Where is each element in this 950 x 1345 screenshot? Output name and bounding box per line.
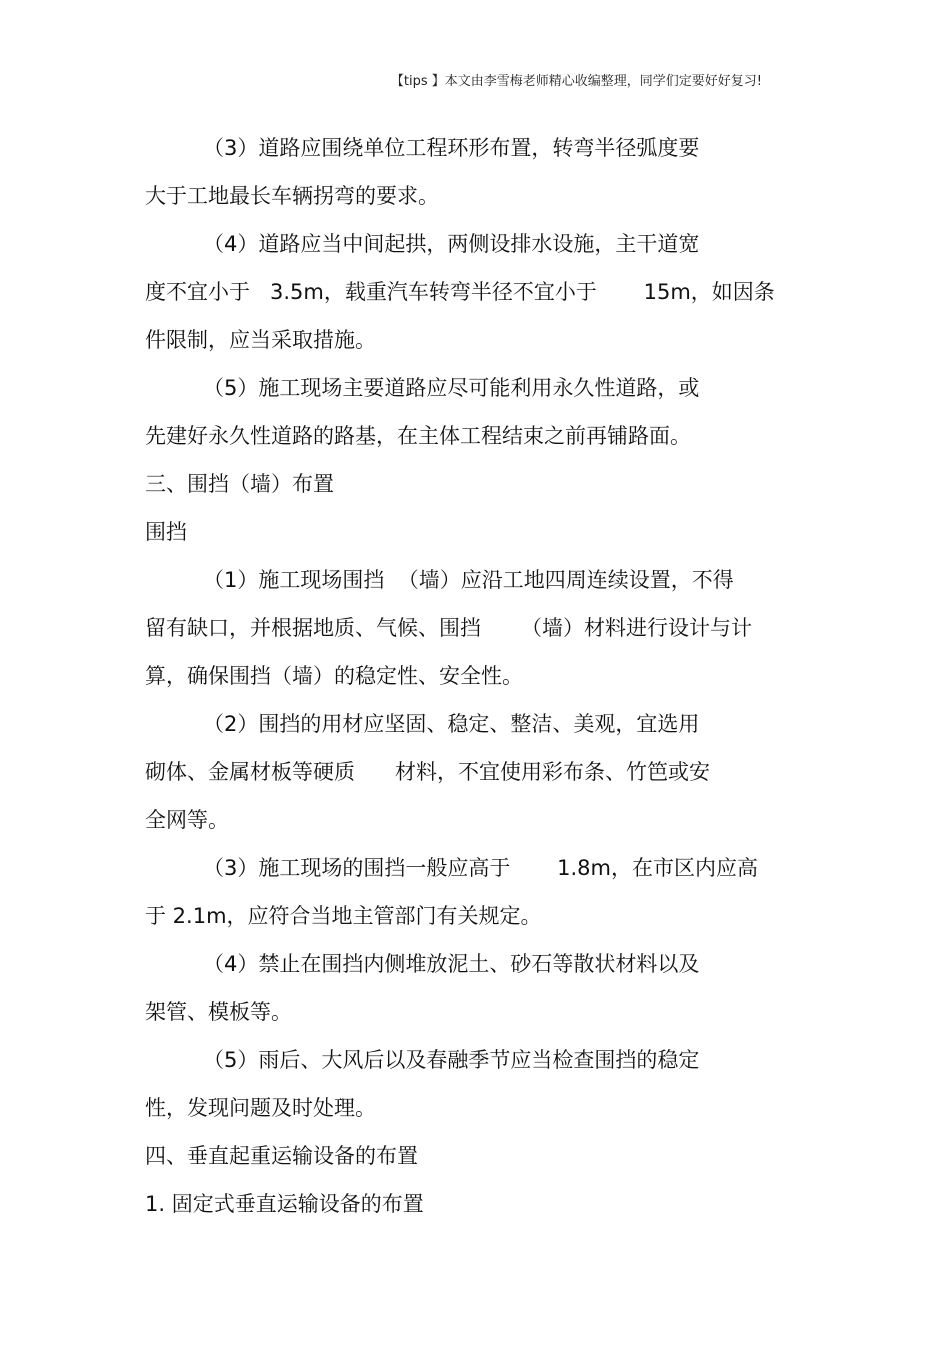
text-line: （1）施工现场围挡 （墙）应沿工地四周连续设置，不得 <box>203 568 734 592</box>
text-line: （4）道路应当中间起拱，两侧设排水设施，主干道宽 <box>203 232 700 256</box>
tips-header: 【tips 】本文由李雪梅老师精心收编整理，同学们定要好好复习! <box>390 74 762 89</box>
text-line: 算，确保围挡（墙）的稳定性、安全性。 <box>145 664 523 688</box>
text-line: 架管、模板等。 <box>145 1000 292 1024</box>
text-line: （3）施工现场的围挡一般应高于 1.8m，在市区内应高 <box>203 856 758 880</box>
text-line: 先建好永久性道路的路基，在主体工程结束之前再铺路面。 <box>145 424 691 448</box>
text-line: 留有缺口，并根据地质、气候、围挡 （墙）材料进行设计与计 <box>145 616 753 640</box>
text-line: 度不宜小于 3.5m，载重汽车转弯半径不宜小于 15m，如因条 <box>145 280 775 304</box>
text-line: （5）雨后、大风后以及春融季节应当检查围挡的稳定 <box>203 1048 700 1072</box>
text-line: （2）围挡的用材应坚固、稳定、整洁、美观，宜选用 <box>203 712 700 736</box>
text-line: 大于工地最长车辆拐弯的要求。 <box>145 184 439 208</box>
text-line: 1. 固定式垂直运输设备的布置 <box>145 1192 424 1216</box>
text-line: 于 2.1m，应符合当地主管部门有关规定。 <box>145 904 542 928</box>
text-line: 四、垂直起重运输设备的布置 <box>145 1144 418 1168</box>
text-line: 围挡 <box>145 520 187 544</box>
text-line: 全网等。 <box>145 808 229 832</box>
text-line: 砌体、金属材板等硬质 材料，不宜使用彩布条、竹笆或安 <box>145 760 711 784</box>
text-line: （3）道路应围绕单位工程环形布置，转弯半径弧度要 <box>203 136 700 160</box>
document-body <box>145 124 825 1228</box>
text-line: 三、围挡（墙）布置 <box>145 472 334 496</box>
text-line: 性，发现问题及时处理。 <box>145 1096 376 1120</box>
text-line: 件限制，应当采取措施。 <box>145 328 376 352</box>
text-line: （5）施工现场主要道路应尽可能利用永久性道路，或 <box>203 376 700 400</box>
text-line: （4）禁止在围挡内侧堆放泥土、砂石等散状材料以及 <box>203 952 700 976</box>
